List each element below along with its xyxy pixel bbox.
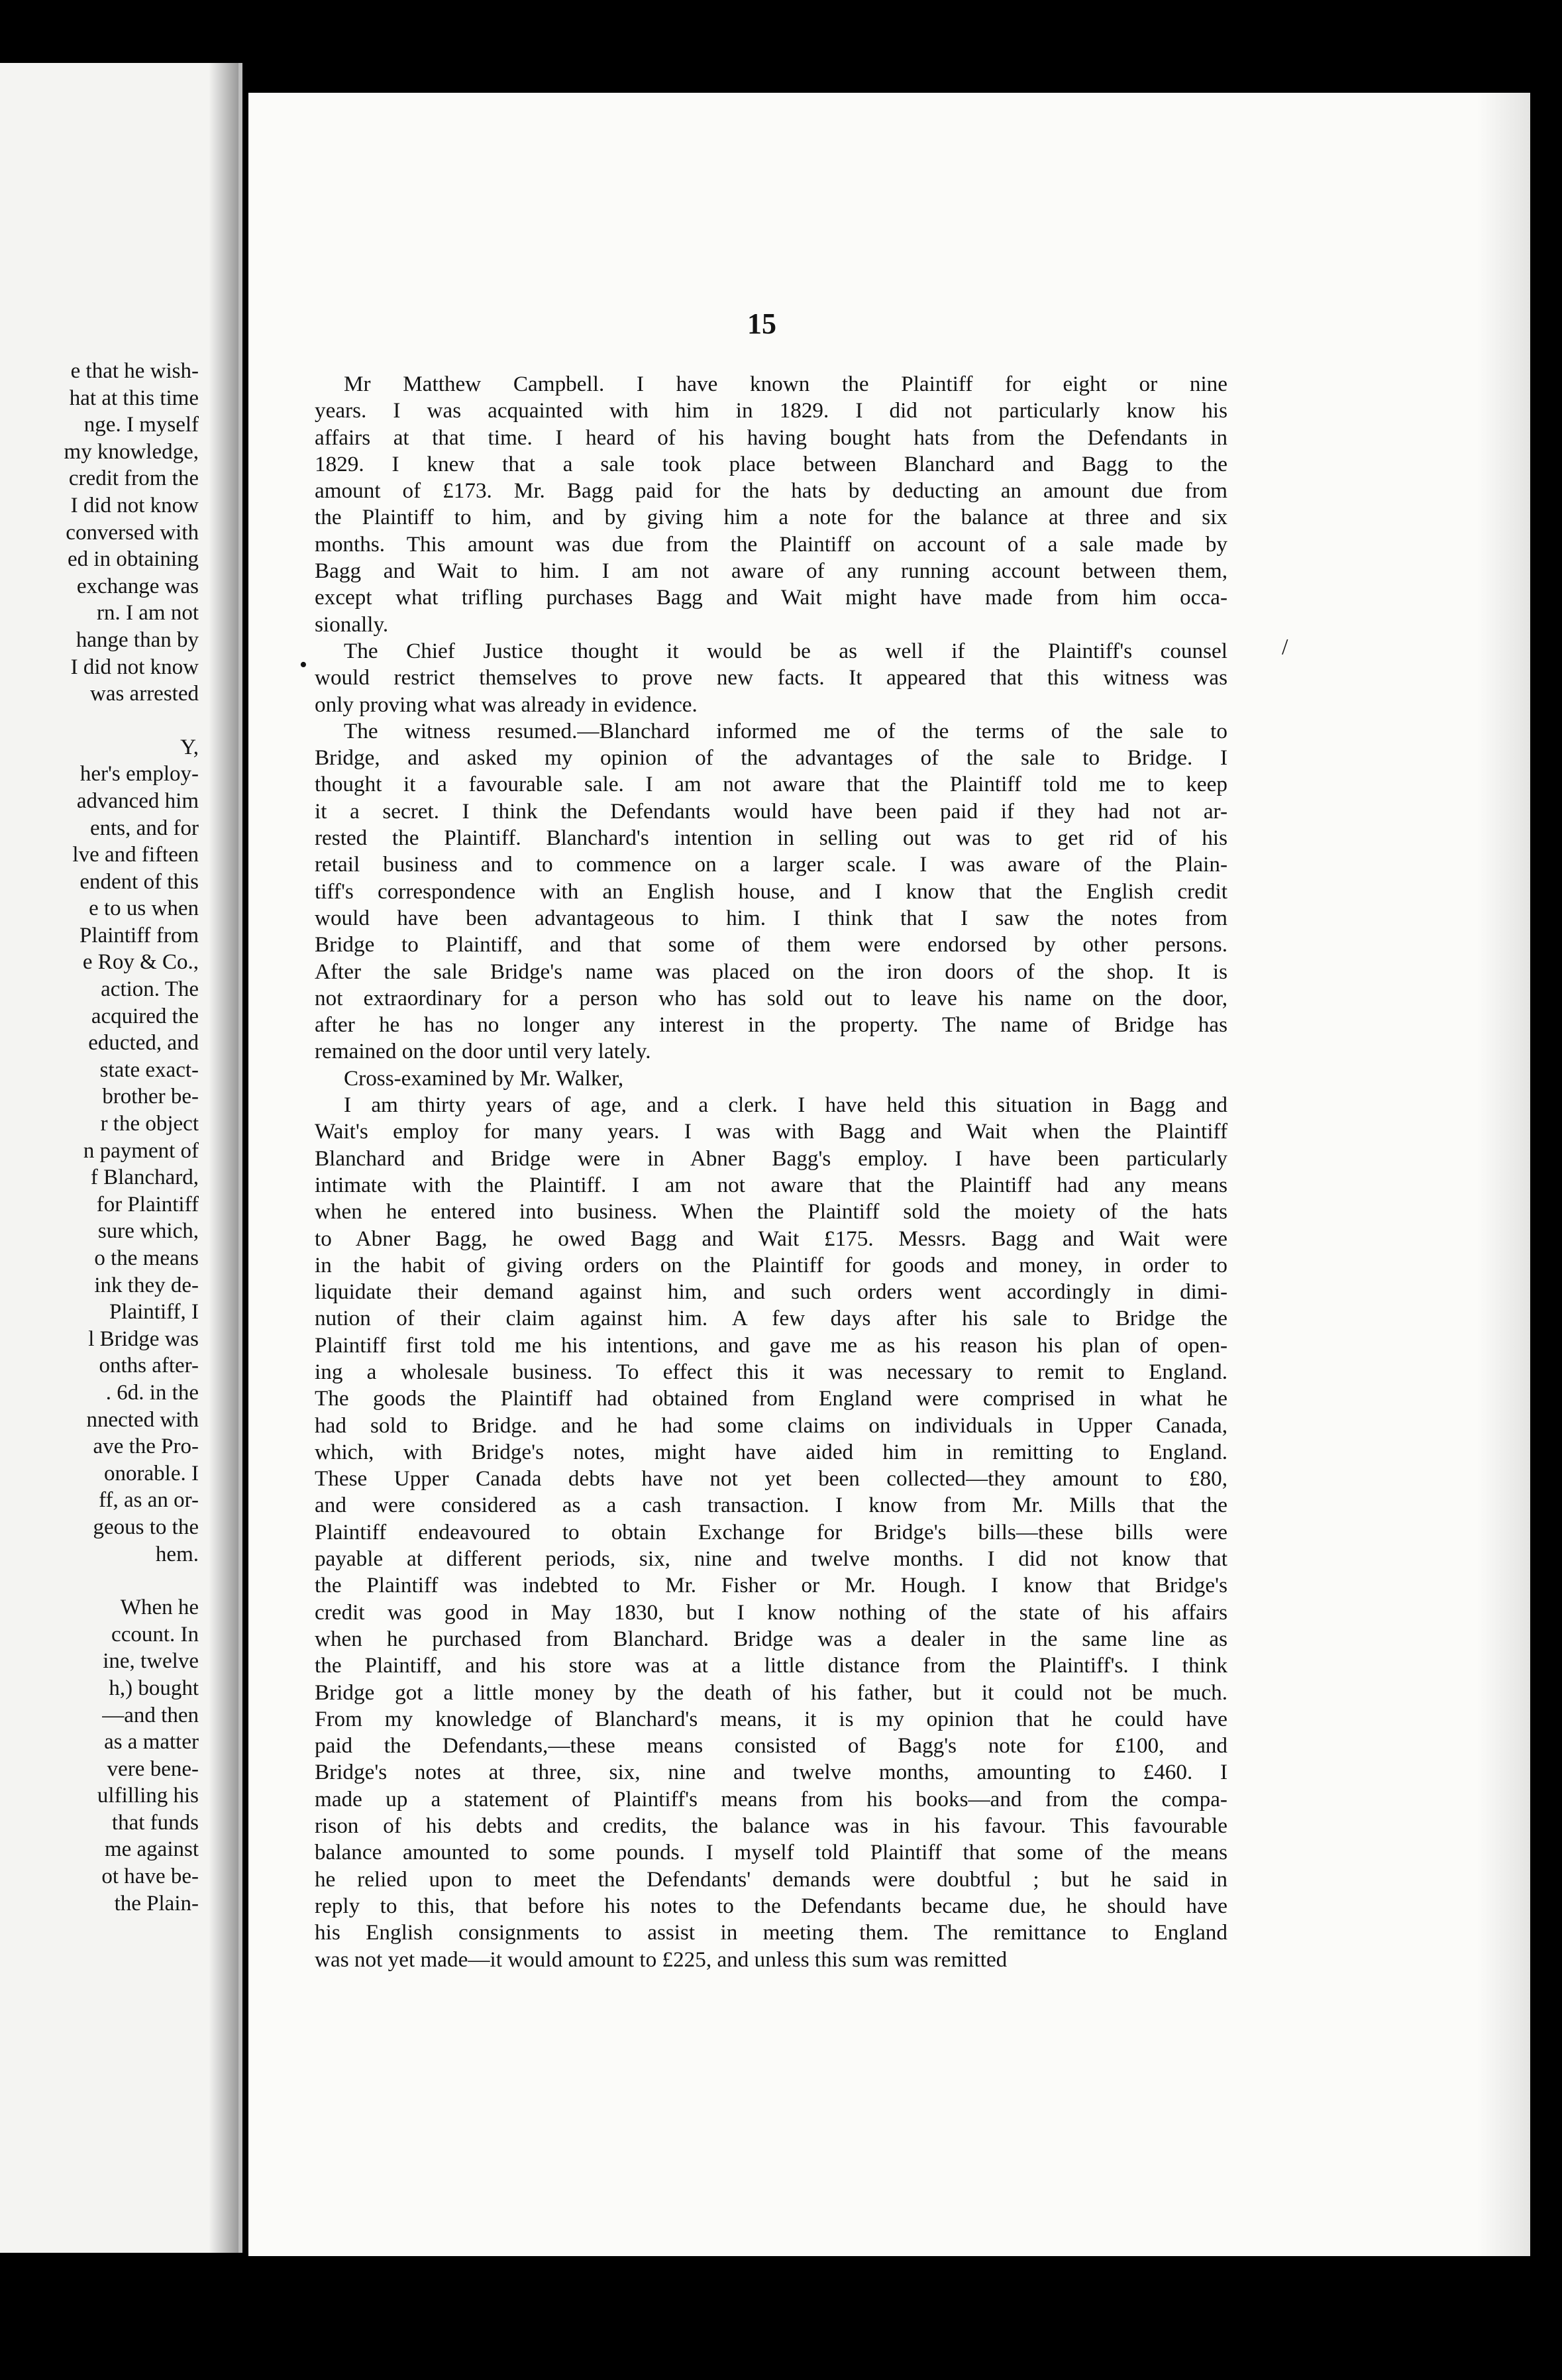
page-gutter (209, 63, 238, 2253)
text-line: thought it a favourable sale. I am not aware that the Plaintiff told me to keep (315, 772, 1227, 797)
text-line: 1829. I knew that a sale took place between Blanchard and Bagg to the (315, 451, 1227, 476)
facing-page-line: When he (120, 1596, 199, 1620)
text-line: Plaintiff first told me his intentions, and gave me as his reason his plan of open- (315, 1332, 1227, 1358)
text-line: payable at different periods, six, nine and twelve months. I did not know that (315, 1546, 1227, 1572)
facing-page-line: was arrested (89, 682, 199, 706)
facing-page-line: hat at this time (69, 386, 199, 410)
text-line: The witness resumed.—Blanchard informed me of the terms of the sale to (344, 718, 1227, 743)
facing-page-line: ave the Pro- (93, 1434, 199, 1459)
facing-page-line: h,) bought (109, 1676, 199, 1700)
facing-page-line: ink they de- (94, 1273, 199, 1297)
text-line: was not yet made—it would amount to £225, and unless this sum was remitted (315, 1947, 1008, 1972)
text-line: Bridge got a little money by the death of his father, but it could not be much. (315, 1680, 1227, 1705)
facing-page-line: e Roy & Co., (82, 950, 199, 975)
facing-page-line: —and then (102, 1703, 199, 1727)
text-line: when he purchased from Blanchard. Bridge was a dealer in the same line as (315, 1626, 1227, 1651)
facing-page-line: advanced him (76, 788, 199, 813)
text-line: ing a wholesale business. To effect this it was necessary to remit to England. (315, 1359, 1227, 1384)
text-line: Bagg and Wait to him. I am not aware of any running account between them, (315, 559, 1227, 584)
facing-page-line: ed in obtaining (68, 547, 199, 572)
text-line: years. I was acquainted with him in 1829. I did not particularly know his (315, 398, 1227, 423)
text-line: not extraordinary for a person who has sold out to leave his name on the door, (315, 985, 1227, 1010)
text-line: Wait's employ for many years. I was with Bagg and Wait when the Plaintiff (315, 1119, 1227, 1144)
facing-page-line (0, 1568, 199, 1594)
facing-page-line: lve and fifteen (72, 843, 199, 867)
facing-page-line: f Blanchard, (90, 1165, 199, 1190)
text-line: which, with Bridge's notes, might have aided him in remitting to England. (315, 1439, 1227, 1464)
text-line: Plaintiff endeavoured to obtain Exchange for Bridge's bills—these bills were (315, 1519, 1227, 1544)
facing-page-line: for Plaintiff (96, 1192, 199, 1217)
facing-page-line: brother be- (102, 1085, 199, 1109)
text-line: From my knowledge of Blanchard's means, it is my opinion that he could have (315, 1706, 1227, 1731)
facing-page-line: my knowledge, (64, 439, 199, 464)
text-line: would restrict themselves to prove new facts. It appeared that this witness was (315, 665, 1227, 690)
facing-page-line: her's employ- (79, 762, 199, 786)
facing-page-line: hem. (155, 1542, 199, 1566)
facing-page-line: ff, as an or- (99, 1488, 199, 1513)
facing-page-line: conversed with (66, 520, 199, 545)
facing-page-line: sure which, (97, 1219, 199, 1244)
text-line: reply to this, that before his notes to the Defendants became due, he should have (315, 1893, 1227, 1918)
facing-page-line: . 6d. in the (105, 1380, 199, 1405)
text-line: tiff's correspondence with an English house, and I know that the English credit (315, 879, 1227, 904)
text-line: The goods the Plaintiff had obtained from England were comprised in what he (315, 1386, 1227, 1411)
facing-page-line: as a matter (104, 1730, 199, 1755)
facing-page-line: I did not know (70, 493, 199, 517)
text-line: the Plaintiff was indebted to Mr. Fisher or Mr. Hough. I know that Bridge's (315, 1573, 1227, 1598)
facing-page-line: ccount. In (111, 1622, 199, 1647)
facing-page-line: ine, twelve (103, 1649, 199, 1674)
body-text (315, 371, 1227, 1973)
text-line: amount of £173. Mr. Bagg paid for the hats by deducting an amount due from (315, 478, 1227, 504)
text-line: credit was good in May 1830, but I know nothing of the state of his affairs (315, 1599, 1227, 1625)
facing-page-line: Y, (180, 735, 199, 759)
facing-page-line: onths after- (99, 1354, 199, 1378)
facing-page-line: the Plain- (114, 1891, 199, 1916)
text-line: remained on the door until very lately. (315, 1039, 651, 1064)
facing-page-line: that funds (111, 1810, 199, 1835)
text-line: The Chief Justice thought it would be as well if the Plaintiff's counsel (344, 638, 1227, 663)
text-line: it a secret. I think the Defendants would have been paid if they had not ar- (315, 798, 1227, 824)
facing-page-line: acquired the (91, 1004, 199, 1028)
facing-page-line: ents, and for (89, 816, 199, 840)
facing-page-line: nnected with (86, 1407, 199, 1432)
facing-page-line: exchange was (76, 574, 199, 598)
text-line: Bridge's notes at three, six, nine and twelve months, amounting to £460. I (315, 1760, 1227, 1785)
text-line: These Upper Canada debts have not yet been collected—they amount to £80, (315, 1466, 1227, 1491)
facing-page-line: state exact- (99, 1057, 199, 1082)
facing-page-line: e to us when (89, 896, 199, 921)
text-line: nution of their claim against him. A few days after his sale to Bridge the (315, 1306, 1227, 1331)
facing-page-line: credit from the (68, 466, 199, 491)
text-line: rison of his debts and credits, the balance was in his favour. This favourable (315, 1813, 1227, 1839)
facing-page-line: hange than by (76, 627, 199, 652)
text-line: affairs at that time. I heard of his having bought hats from the Defendants in (315, 425, 1227, 450)
facing-page-line: rn. I am not (97, 601, 199, 625)
margin-mark: / (1282, 635, 1288, 659)
facing-page-line: nge. I myself (83, 413, 199, 437)
text-line: when he entered into business. When the Plaintiff sold the moiety of the hats (315, 1199, 1227, 1224)
facing-page-line: me against (104, 1837, 199, 1862)
text-line: after he has no longer any interest in the property. The name of Bridge has (315, 1012, 1227, 1038)
facing-page-line: geous to the (93, 1515, 199, 1539)
facing-page-line: r the object (100, 1112, 199, 1136)
text-line: Mr Matthew Campbell. I have known the Plaintiff for eight or nine (344, 372, 1227, 396)
text-line: to Abner Bagg, he owed Bagg and Wait £175. Messrs. Bagg and Wait were (315, 1226, 1227, 1251)
facing-page-line: n payment of (83, 1138, 199, 1163)
text-line: rested the Plaintiff. Blanchard's intention in selling out was to get rid of his (315, 826, 1227, 851)
text-line: Bridge, and asked my opinion of the advantages of the sale to Bridge. I (315, 745, 1227, 771)
facing-page-line: Plaintiff from (79, 923, 199, 947)
page-edge-shadow (1477, 93, 1530, 2256)
text-line: in the habit of giving orders on the Plaintiff for goods and money, in order to (315, 1252, 1227, 1277)
facing-page-line: ulfilling his (97, 1784, 199, 1808)
facing-page-line: educted, and (88, 1031, 199, 1055)
facing-page-line: endent of this (79, 869, 199, 894)
text-line: balance amounted to some pounds. I myself told Plaintiff that some of the means (315, 1840, 1227, 1865)
facing-page-line: o the means (94, 1246, 199, 1270)
facing-page-line: vere bene- (107, 1757, 199, 1781)
text-line: the Plaintiff, and his store was at a little distance from the Plaintiff's. I think (315, 1653, 1227, 1678)
text-line: had sold to Bridge. and he had some claims on individuals in Upper Canada, (315, 1413, 1227, 1438)
facing-page-line: onorable. I (104, 1461, 199, 1486)
text-line: After the sale Bridge's name was placed on the iron doors of the shop. It is (315, 959, 1227, 984)
facing-page-line (0, 708, 199, 734)
text-line: intimate with the Plaintiff. I am not aware that the Plaintiff had any means (315, 1172, 1227, 1197)
text-line: made up a statement of Plaintiff's means from his books—and from the compa- (315, 1786, 1227, 1812)
text-line: his English consignments to assist in meeting them. The remittance to England (315, 1920, 1227, 1945)
text-line: except what trifling purchases Bagg and Wait might have made from him occa- (315, 585, 1227, 610)
margin-mark: • (299, 653, 307, 677)
text-line: months. This amount was due from the Plaintiff on account of a sale made by (315, 531, 1227, 557)
facing-page-line: e that he wish- (70, 359, 199, 383)
text-line: paid the Defendants,—these means consisted of Bagg's note for £100, and (315, 1733, 1227, 1758)
text-line: Blanchard and Bridge were in Abner Bagg's employ. I have been particularly (315, 1146, 1227, 1171)
facing-page-line: ot have be- (101, 1865, 199, 1889)
text-line: the Plaintiff to him, and by giving him a note for the balance at three and six (315, 505, 1227, 530)
text-line: and were considered as a cash transaction. I know from Mr. Mills that the (315, 1493, 1227, 1518)
facing-page-line: l Bridge was (88, 1326, 199, 1351)
text-line: would have been advantageous to him. I think that I saw the notes from (315, 905, 1227, 930)
facing-page-line: action. The (101, 977, 199, 1002)
text-line: Cross-examined by Mr. Walker, (344, 1065, 624, 1091)
text-line: Bridge to Plaintiff, and that some of them were endorsed by other persons. (315, 932, 1227, 957)
text-line: retail business and to commence on a larger scale. I was aware of the Plain- (315, 852, 1227, 877)
page-number: 15 (747, 307, 776, 340)
text-line: only proving what was already in evidence. (315, 692, 698, 717)
facing-page-text (0, 358, 199, 1917)
text-line: liquidate their demand against him, and such orders went accordingly in dimi- (315, 1279, 1227, 1305)
text-line: sionally. (315, 612, 389, 637)
facing-page-line: I did not know (70, 655, 199, 679)
text-line: I am thirty years of age, and a clerk. I have held this situation in Bagg and (344, 1093, 1227, 1118)
text-line: he relied upon to meet the Defendants' demands were doubtful ; but he said in (315, 1866, 1227, 1892)
facing-page-line: Plaintiff, I (109, 1300, 199, 1325)
